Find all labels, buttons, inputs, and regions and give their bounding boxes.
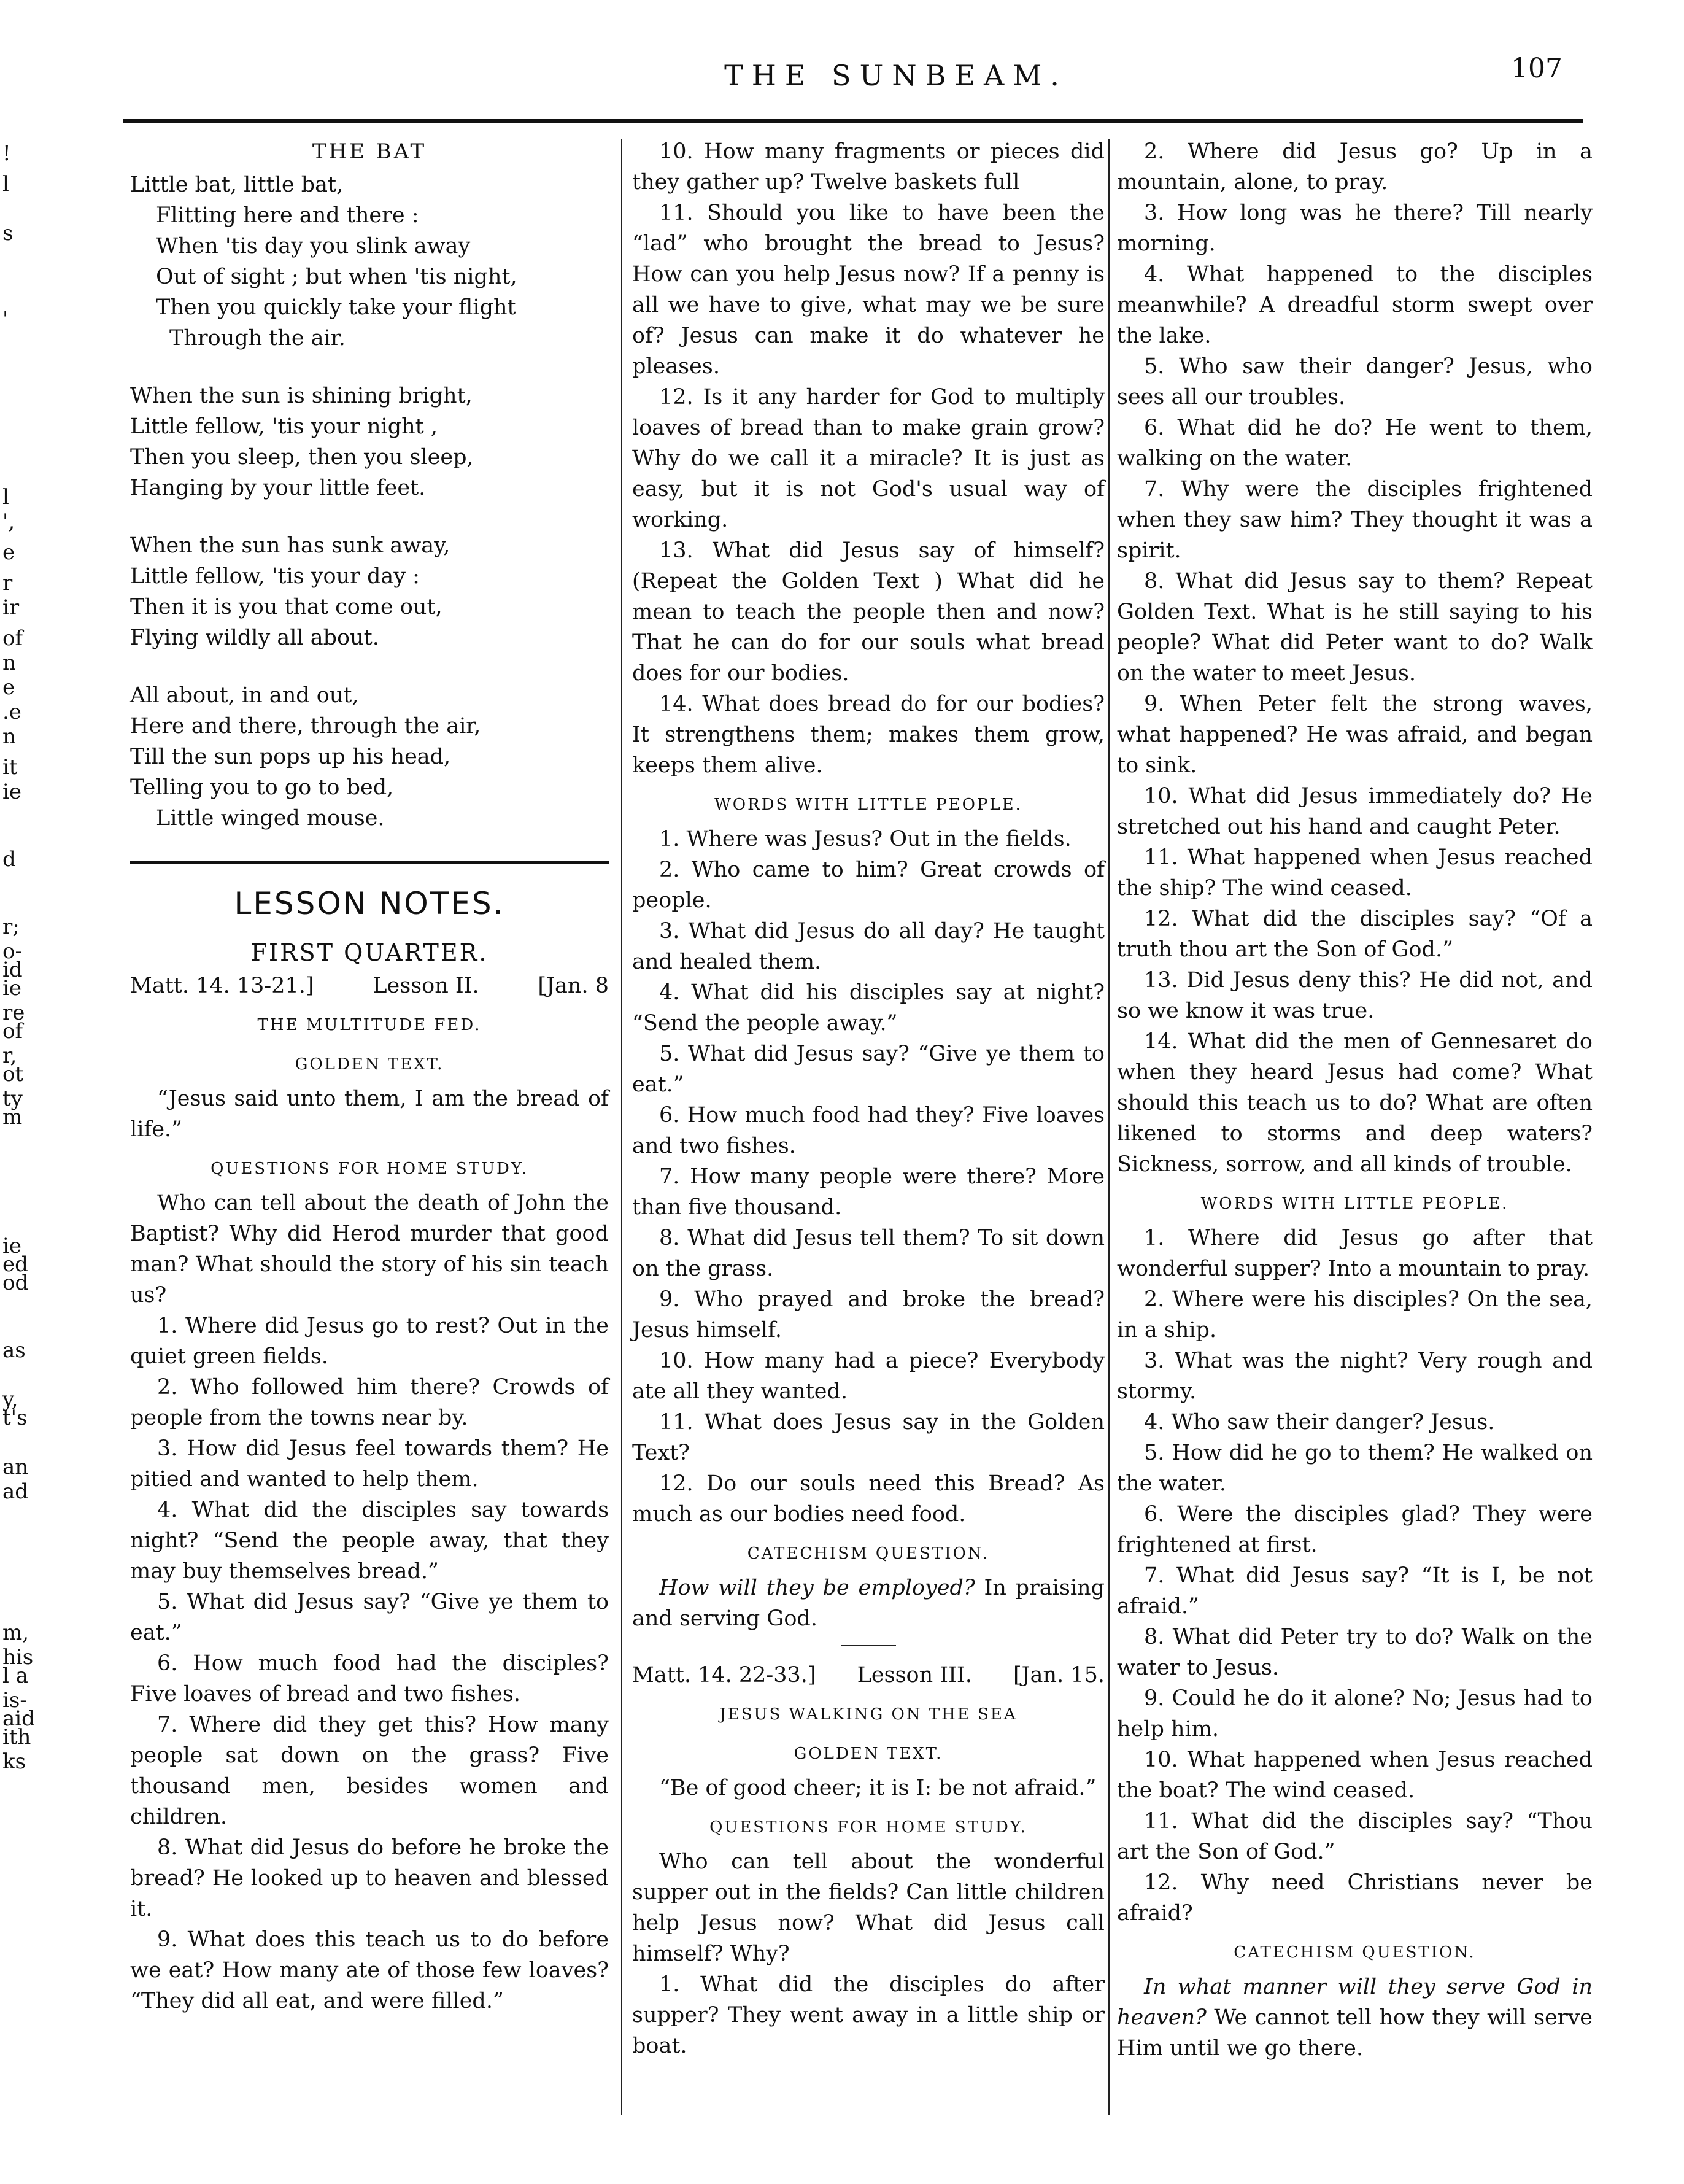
margin-fragment: r, bbox=[2, 1044, 17, 1068]
margin-fragment: e bbox=[2, 675, 15, 700]
question-item: 8. What did Jesus say to them? Repeat Golden Text. What is he still saying to his people? What did Peter want to do? Walk on the water to meet Jesus. bbox=[1117, 569, 1593, 686]
margin-fragment: of bbox=[2, 1019, 23, 1044]
question-item: 14. What does bread do for our bodies? It strengthens them; makes them grow, keeps them alive. bbox=[632, 692, 1105, 778]
column-right bbox=[1117, 136, 1593, 2064]
lesson-3-words-label: WORDS WITH LITTLE PEOPLE. bbox=[1200, 1195, 1509, 1213]
question-item: 11. Should you like to have been the “lad” who brought the bread to Jesus? How can you help Jesus now? If a penny is all we have to give, what may we be sure of? Jesus can make it do whatever he pleases. bbox=[632, 201, 1105, 379]
margin-fragment: ir bbox=[2, 595, 20, 620]
lesson-3-questions-c bbox=[1117, 136, 1593, 1180]
margin-fragment: m bbox=[2, 1105, 23, 1129]
lesson-2-catechism-answer: In praising and serving God. bbox=[632, 1576, 1105, 1631]
question-item: 5. Who saw their danger? Jesus, who sees all our troubles. bbox=[1117, 354, 1593, 409]
question-item: 10. How many fragments or pieces did they gather up? Twelve baskets full bbox=[632, 139, 1105, 195]
question-item: 14. What did the men of Gennesaret do when they heard Jesus had come? What should this teach us to do? What are often likened to storms and deep waters? Sickness, sorrow, and all kinds of trouble. bbox=[1117, 1029, 1593, 1177]
question-item: 11. What happened when Jesus reached the ship? The wind ceased. bbox=[1117, 845, 1593, 900]
poem-line: Then you quickly take your flight bbox=[156, 295, 516, 320]
lesson-2-words-label: WORDS WITH LITTLE PEOPLE. bbox=[714, 796, 1022, 814]
lesson-3-date: [Jan. 15. bbox=[1013, 1663, 1105, 1687]
question-item: 10. What did Jesus immediately do? He stretched out his hand and caught Peter. bbox=[1117, 784, 1593, 839]
lesson-3-questions-b bbox=[632, 1969, 1105, 2061]
margin-fragment: ith bbox=[2, 1725, 31, 1749]
question-item: 7. Where did they get this? How many people sat down on the grass? Five thousand men, besides women and children. bbox=[130, 1713, 609, 1829]
poem-line: Hanging by your little feet. bbox=[130, 476, 426, 500]
question-item: 13. Did Jesus deny this? He did not, and so we know it was true. bbox=[1117, 968, 1593, 1023]
words-item: 8. What did Jesus tell them? To sit down on the grass. bbox=[632, 1226, 1105, 1281]
question-item: 4. What happened to the disciples meanwhile? A dreadful storm swept over the lake. bbox=[1117, 262, 1593, 348]
margin-fragment: ' bbox=[2, 307, 9, 331]
question-item: 1. Where did Jesus go to rest? Out in the quiet green fields. bbox=[130, 1314, 609, 1369]
margin-fragment: ed bbox=[2, 1252, 28, 1277]
margin-fragment: n bbox=[2, 651, 16, 675]
question-item: 5. What did Jesus say? “Give ye them to eat.” bbox=[130, 1590, 609, 1645]
section-rule bbox=[130, 861, 609, 864]
column-middle bbox=[632, 136, 1105, 2061]
poem-line: When 'tis day you slink away bbox=[156, 234, 471, 258]
lesson-2-questions-b bbox=[632, 136, 1105, 781]
margin-fragment: od bbox=[2, 1271, 29, 1295]
lesson-3-intro: Who can tell about the wonderful supper out in the fields? Can little children help Jesus now? What did Jesus call himself? Why? bbox=[632, 1849, 1105, 1966]
header-rule bbox=[123, 119, 1583, 123]
poem-line: Little fellow, 'tis your night , bbox=[130, 414, 438, 439]
lesson-2-title: THE MULTITUDE FED. bbox=[257, 1016, 482, 1034]
lesson-notes-heading: LESSON NOTES. bbox=[234, 886, 505, 921]
words-item: 7. What did Jesus say? “It is I, be not afraid.” bbox=[1117, 1563, 1593, 1619]
margin-fragment: .e bbox=[2, 700, 21, 724]
words-item: 2. Who came to him? Great crowds of people. bbox=[632, 858, 1105, 913]
poem-stanza bbox=[130, 530, 609, 653]
lesson-2-golden-label: GOLDEN TEXT. bbox=[295, 1055, 444, 1074]
margin-fragment: e bbox=[2, 540, 15, 565]
margin-fragment: y, bbox=[2, 1387, 18, 1412]
lesson-3-catechism-answer: We cannot tell how they will serve Him until we go there. bbox=[1117, 2005, 1593, 2061]
poem-line: When the sun has sunk away, bbox=[130, 533, 450, 558]
margin-fragment: re bbox=[2, 1001, 25, 1025]
poem-line: Then it is you that come out, bbox=[130, 595, 442, 619]
words-item: 4. What did his disciples say at night? “Send the people away.” bbox=[632, 980, 1105, 1036]
lesson-2-questions-label: QUESTIONS FOR HOME STUDY. bbox=[210, 1160, 528, 1178]
lesson-separator bbox=[841, 1645, 896, 1646]
poem-stanza bbox=[130, 169, 609, 354]
poem-line: Flitting here and there : bbox=[156, 203, 419, 228]
column-left bbox=[130, 136, 609, 2016]
words-item: 6. How much food had they? Five loaves and two fishes. bbox=[632, 1103, 1105, 1158]
poem-line: Flying wildly all about. bbox=[130, 625, 379, 650]
question-item: 3. How long was he there? Till nearly morning. bbox=[1117, 201, 1593, 256]
words-item: 12. Do our souls need this Bread? As much as our bodies need food. bbox=[632, 1471, 1105, 1527]
lesson-3-golden-text: “Be of good cheer; it is I: be not afraid.” bbox=[659, 1776, 1097, 1800]
margin-fragment: is- bbox=[2, 1688, 27, 1713]
lesson-2-header bbox=[130, 970, 609, 1001]
margin-fragment: d bbox=[2, 847, 16, 872]
lesson-3-ref: Matt. 14. 22-33.] bbox=[632, 1663, 816, 1687]
question-item: 6. What did he do? He went to them, walking on the water. bbox=[1117, 416, 1593, 471]
words-item: 11. What did the disciples say? “Thou art the Son of God.” bbox=[1117, 1809, 1593, 1864]
words-item: 3. What was the night? Very rough and stormy. bbox=[1117, 1349, 1593, 1404]
column-divider-1 bbox=[621, 139, 622, 2115]
lesson-2-intro: Who can tell about the death of John the Baptist? Why did Herod murder that good man? What should the story of his sin teach us? bbox=[130, 1191, 609, 1307]
poem-stanza bbox=[130, 680, 609, 834]
margin-fragment: ie bbox=[2, 780, 21, 804]
lesson-3-label: Lesson III. bbox=[857, 1663, 972, 1687]
lesson-3-catechism bbox=[1117, 1972, 1593, 2064]
question-item: 1. What did the disciples do after supper? They went away in a little ship or boat. bbox=[632, 1972, 1105, 2058]
words-item: 9. Who prayed and broke the bread? Jesus himself. bbox=[632, 1287, 1105, 1342]
poem-body bbox=[130, 169, 609, 834]
words-item: 7. How many people were there? More than five thousand. bbox=[632, 1164, 1105, 1220]
margin-fragment: an bbox=[2, 1455, 29, 1479]
question-item: 12. What did the disciples say? “Of a truth thou art the Son of God.” bbox=[1117, 907, 1593, 962]
words-item: 5. How did he go to them? He walked on the water. bbox=[1117, 1441, 1593, 1496]
margin-fragment: t's bbox=[2, 1406, 28, 1430]
lesson-2-catechism-question: How will they be employed? bbox=[659, 1576, 975, 1600]
question-item: 13. What did Jesus say of himself? (Repeat the Golden Text ) What did he mean to teach the people then and now? That he can do for our souls what bread does for our bodies. bbox=[632, 538, 1105, 686]
words-item: 1. Where was Jesus? Out in the fields. bbox=[659, 827, 1072, 851]
words-item: 2. Where were his disciples? On the sea, in a ship. bbox=[1117, 1287, 1593, 1342]
masthead: THE SUNBEAM. bbox=[724, 59, 1068, 92]
margin-fragment: as bbox=[2, 1338, 26, 1363]
question-item: 2. Who followed him there? Crowds of people from the towns near by. bbox=[130, 1375, 609, 1430]
lesson-3-words bbox=[1117, 1223, 1593, 1929]
lesson-3-catechism-question: In what manner will they serve God in heaven? bbox=[1117, 1975, 1593, 2030]
question-item: 12. Is it any harder for God to multiply loaves of bread than to make grain grow? Why do we call it a miracle? It is just as easy, but it is not God's usual way of working. bbox=[632, 385, 1105, 532]
question-item: 2. Where did Jesus go? Up in a mountain, alone, to pray. bbox=[1117, 139, 1593, 195]
question-item: 9. What does this teach us to do before we eat? How many ate of those few loaves? “They did all eat, and were filled.” bbox=[130, 1927, 609, 2013]
words-item: 12. Why need Christians never be afraid? bbox=[1117, 1870, 1593, 1926]
margin-fragment: it bbox=[2, 755, 18, 780]
margin-fragment: m, bbox=[2, 1621, 29, 1645]
lesson-2-words bbox=[632, 824, 1105, 1530]
poem-line: When the sun is shining bright, bbox=[130, 384, 473, 408]
poem-line: All about, in and out, bbox=[130, 683, 359, 708]
poem-line: Through the air. bbox=[169, 326, 346, 350]
margin-fragment: s bbox=[2, 221, 14, 246]
question-item: 3. How did Jesus feel towards them? He pitied and wanted to help them. bbox=[130, 1436, 609, 1492]
words-item: 8. What did Peter try to do? Walk on the water to Jesus. bbox=[1117, 1625, 1593, 1680]
lesson-3-catechism-label: CATECHISM QUESTION. bbox=[1234, 1943, 1476, 1962]
words-item: 9. Could he do it alone? No; Jesus had to help him. bbox=[1117, 1686, 1593, 1741]
margin-fragment: l a bbox=[2, 1663, 28, 1688]
margin-fragment: ty bbox=[2, 1086, 23, 1111]
question-item: 7. Why were the disciples frightened when they saw him? They thought it was a spirit. bbox=[1117, 477, 1593, 563]
poem-line: Little fellow, 'tis your day : bbox=[130, 564, 420, 589]
poem-line: Till the sun pops up his head, bbox=[130, 745, 451, 769]
words-item: 11. What does Jesus say in the Golden Text? bbox=[632, 1410, 1105, 1465]
words-item: 6. Were the disciples glad? They were frightened at first. bbox=[1117, 1502, 1593, 1557]
lesson-3-title: JESUS WALKING ON THE SEA bbox=[719, 1705, 1018, 1724]
margin-fragment: of bbox=[2, 626, 23, 651]
margin-fragment: ks bbox=[2, 1749, 26, 1774]
margin-fragment: ot bbox=[2, 1062, 24, 1086]
poem-line: Telling you to go to bed, bbox=[130, 775, 394, 800]
margin-fragment: r bbox=[2, 571, 13, 595]
margin-fragment: his bbox=[2, 1645, 34, 1670]
lesson-2-label: Lesson II. bbox=[373, 974, 479, 998]
lesson-3-questions-label: QUESTIONS FOR HOME STUDY. bbox=[709, 1818, 1027, 1837]
lesson-2-questions-a bbox=[130, 1311, 609, 2016]
column-divider-2 bbox=[1108, 139, 1110, 2115]
poem-line: Out of sight ; but when 'tis night, bbox=[156, 265, 517, 289]
margin-fragment: r; bbox=[2, 915, 20, 939]
words-item: 1. Where did Jesus go after that wonderful supper? Into a mountain to pray. bbox=[1117, 1226, 1593, 1281]
question-item: 6. How much food had the disciples? Five loaves of bread and two fishes. bbox=[130, 1651, 609, 1706]
words-item: 5. What did Jesus say? “Give ye them to eat.” bbox=[632, 1042, 1105, 1097]
margin-fragment: aid bbox=[2, 1706, 35, 1731]
margin-fragment: l bbox=[2, 172, 9, 196]
question-item: 8. What did Jesus do before he broke the bread? He looked up to heaven and blessed it. bbox=[130, 1835, 609, 1921]
margin-fragment: n bbox=[2, 724, 16, 749]
words-item: 10. What happened when Jesus reached the boat? The wind ceased. bbox=[1117, 1748, 1593, 1803]
margin-fragment: ie bbox=[2, 976, 21, 1001]
lesson-3-header bbox=[632, 1660, 1105, 1690]
margin-fragment: l bbox=[2, 485, 9, 509]
margin-fragment: ie bbox=[2, 1234, 21, 1258]
words-item: 4. Who saw their danger? Jesus. bbox=[1144, 1410, 1495, 1435]
poem-line: Then you sleep, then you sleep, bbox=[130, 445, 474, 470]
poem-title: THE BAT bbox=[312, 139, 427, 164]
poem-line: Little bat, little bat, bbox=[130, 172, 344, 197]
quarter-heading: FIRST QUARTER. bbox=[250, 939, 489, 966]
poem-stanza bbox=[130, 381, 609, 503]
lesson-2-catechism-label: CATECHISM QUESTION. bbox=[747, 1544, 990, 1563]
lesson-2-date: [Jan. 8 bbox=[538, 974, 609, 998]
question-item: 9. When Peter felt the strong waves, what happened? He was afraid, and began to sink. bbox=[1117, 692, 1593, 778]
lesson-2-ref: Matt. 14. 13-21.] bbox=[130, 974, 314, 998]
margin-fragment: ! bbox=[2, 141, 11, 166]
margin-fragment: o- bbox=[2, 939, 22, 964]
lesson-3-golden-label: GOLDEN TEXT. bbox=[794, 1744, 943, 1763]
page-number: 107 bbox=[1511, 53, 1562, 84]
words-item: 10. How many had a piece? Everybody ate all they wanted. bbox=[632, 1349, 1105, 1404]
words-item: 3. What did Jesus do all day? He taught and healed them. bbox=[632, 919, 1105, 974]
lesson-2-catechism bbox=[632, 1573, 1105, 1634]
poem-line: Little winged mouse. bbox=[156, 806, 385, 831]
margin-fragment: ad bbox=[2, 1479, 29, 1504]
margin-fragment: id bbox=[2, 958, 23, 982]
poem-line: Here and there, through the air, bbox=[130, 714, 481, 738]
lesson-2-golden-text: “Jesus said unto them, I am the bread of life.” bbox=[130, 1086, 609, 1142]
question-item: 4. What did the disciples say towards night? “Send the people away, that they may buy themselves bread.” bbox=[130, 1498, 609, 1584]
margin-fragment: ', bbox=[2, 509, 15, 534]
